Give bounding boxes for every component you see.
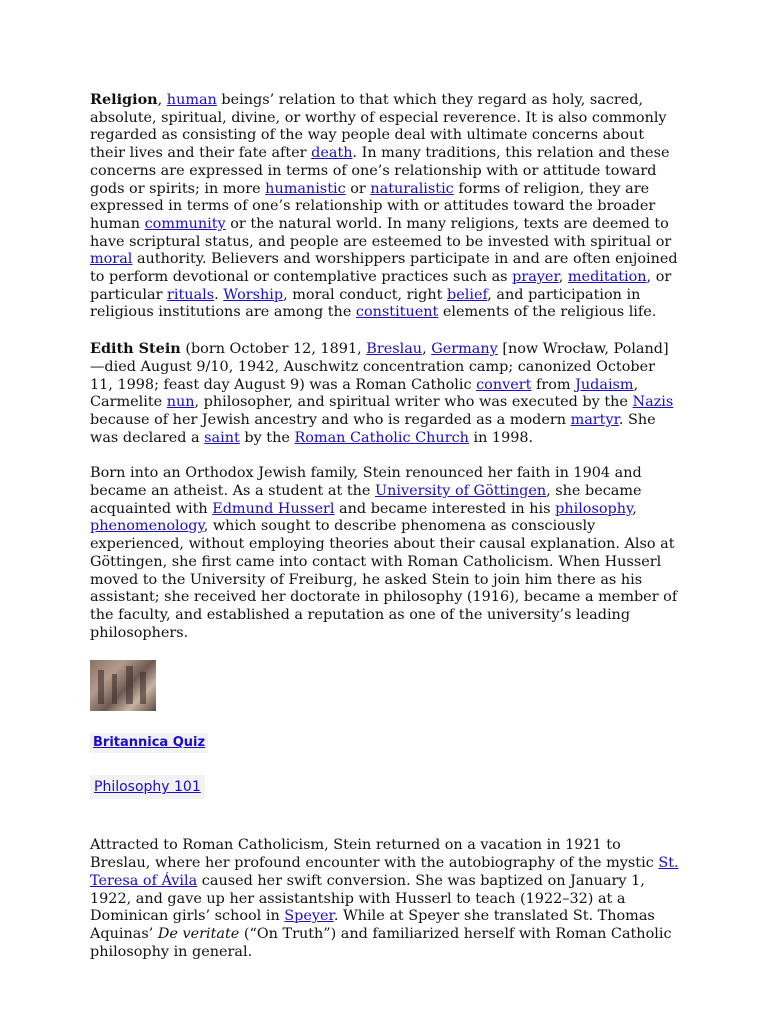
text: forms of religion, they are expressed in terms of one’s relationship with or attitudes toward the broader human <box>90 180 656 232</box>
paragraph-edith-stein <box>90 340 680 447</box>
text: and became interested in his <box>334 500 556 517</box>
quiz-thumbnail-image[interactable] <box>90 660 156 711</box>
link-germany[interactable]: Germany <box>431 341 498 358</box>
text: , moral conduct, right <box>283 286 448 303</box>
text: beings’ relation to that which they regard as holy, sacred, absolute, spiritual, divine, or worthy of especial reverence. It is also commonly regarded as consisting of the way people deal with ultimate concerns about their lives and their fate after <box>90 92 667 162</box>
text: , <box>632 500 637 517</box>
text: , <box>558 269 568 286</box>
text: Attracted to Roman Catholicism, Stein returned on a vacation in 1921 to Breslau, where her profound encounter with the autobiography of the mystic <box>90 837 659 872</box>
text: caused her swift conversion. She was baptized on January 1, 1922, and gave up her assistantship with Husserl to teach (1922–32) at a Dominican girls’ school in <box>90 872 645 925</box>
link-worship[interactable]: Worship <box>223 286 284 303</box>
link-human[interactable]: human <box>166 92 217 108</box>
link-speyer[interactable]: Speyer <box>284 908 334 925</box>
link-philosophy[interactable]: philosophy <box>555 500 633 517</box>
link-death[interactable]: death <box>311 145 353 162</box>
text: elements of the religious life. <box>438 304 657 321</box>
text: , or particular <box>90 269 672 303</box>
link-rituals[interactable]: rituals <box>167 286 215 303</box>
link-convert[interactable]: convert <box>476 376 532 393</box>
link-meditation[interactable]: meditation <box>567 269 647 286</box>
text: . In many traditions, this relation and these concerns are expressed in terms of one’s relationship with or attitude toward gods or spirits; in more <box>90 145 670 197</box>
text: (born October 12, 1891, <box>180 341 367 358</box>
text: , philosopher, and spiritual writer who was executed by the <box>194 394 633 411</box>
title-de-veritate: De veritate <box>157 925 240 942</box>
link-moral[interactable]: moral <box>90 251 133 268</box>
text: authority. Believers and worshippers participate in and are often enjoined to perform devotional or contemplative practices such as <box>90 251 678 286</box>
text: , <box>422 341 432 358</box>
text: in 1998. <box>468 429 534 446</box>
link-edmund-husserl[interactable]: Edmund Husserl <box>212 500 335 517</box>
text: because of her Jewish ancestry and who is regarded as a modern <box>90 411 571 428</box>
quiz-title-link[interactable]: Philosophy 101 <box>90 775 205 799</box>
text: Born into an Orthodox Jewish family, Stein renounced her faith in 1904 and became an atheist. As a student at the <box>90 465 642 500</box>
text: , and participation in religious institutions are among the <box>90 286 641 321</box>
text: or the natural world. In many religions, texts are deemed to have scriptural status, and people are esteemed to be invested with spiritual or <box>90 215 672 250</box>
text: . While at Speyer she translated St. Thomas Aquinas’ <box>90 908 655 942</box>
link-st-teresa-of-avila[interactable]: St. Teresa of Ávila <box>90 855 679 889</box>
term-edith-stein: Edith Stein <box>90 340 181 358</box>
text: from <box>531 376 576 393</box>
paragraph-religion <box>90 91 680 322</box>
link-community[interactable]: community <box>144 215 226 232</box>
britannica-quiz-link[interactable]: Britannica Quiz <box>90 733 208 753</box>
text: , which sought to describe phenomena as consciously experienced, without employing theories about their causal explanation. Also at Göttingen, she first came into contact with Roman Catholicism. When Husserl moved to the University of Freiburg, he asked Stein to join him there as his assistant; she received her doctorate in philosophy (1916), became a member of the faculty, and established a reputation as one of the university’s leading philosophers. <box>90 518 678 641</box>
link-nazis[interactable]: Nazis <box>632 394 674 411</box>
link-phenomenology[interactable]: phenomenology <box>90 518 204 535</box>
link-breslau[interactable]: Breslau <box>366 341 423 358</box>
link-belief[interactable]: belief <box>447 286 488 303</box>
link-roman-catholic-church[interactable]: Roman Catholic Church <box>294 429 469 446</box>
text: or <box>345 180 371 197</box>
article-body <box>90 91 680 979</box>
text: , <box>157 92 167 108</box>
link-humanistic[interactable]: humanistic <box>265 180 346 197</box>
text: [now Wrocław, Poland]—died August 9/10, 1942, Auschwitz concentration camp; canonized October 11, 1998; feast day August 9) was a Roman Catholic <box>90 341 669 393</box>
text: , Carmelite <box>90 376 639 411</box>
text: , she became acquainted with <box>90 483 642 517</box>
text: (“On Truth”) and familiarized herself with Roman Catholic philosophy in general. <box>90 925 672 960</box>
link-judaism[interactable]: Judaism <box>575 376 634 393</box>
link-naturalistic[interactable]: naturalistic <box>370 180 454 197</box>
term-religion: Religion <box>90 91 158 108</box>
link-prayer[interactable]: prayer <box>512 269 559 286</box>
link-university-gottingen[interactable]: University of Göttingen <box>374 483 547 500</box>
paragraph-conversion <box>90 837 680 961</box>
link-constituent[interactable]: constituent <box>355 304 439 321</box>
paragraph-early-life <box>90 465 680 642</box>
link-nun[interactable]: nun <box>166 394 195 411</box>
link-saint[interactable]: saint <box>204 429 240 446</box>
text: by the <box>239 429 295 446</box>
link-martyr[interactable]: martyr <box>570 411 619 428</box>
text: . <box>214 286 224 303</box>
text: . She was declared a <box>90 411 656 446</box>
